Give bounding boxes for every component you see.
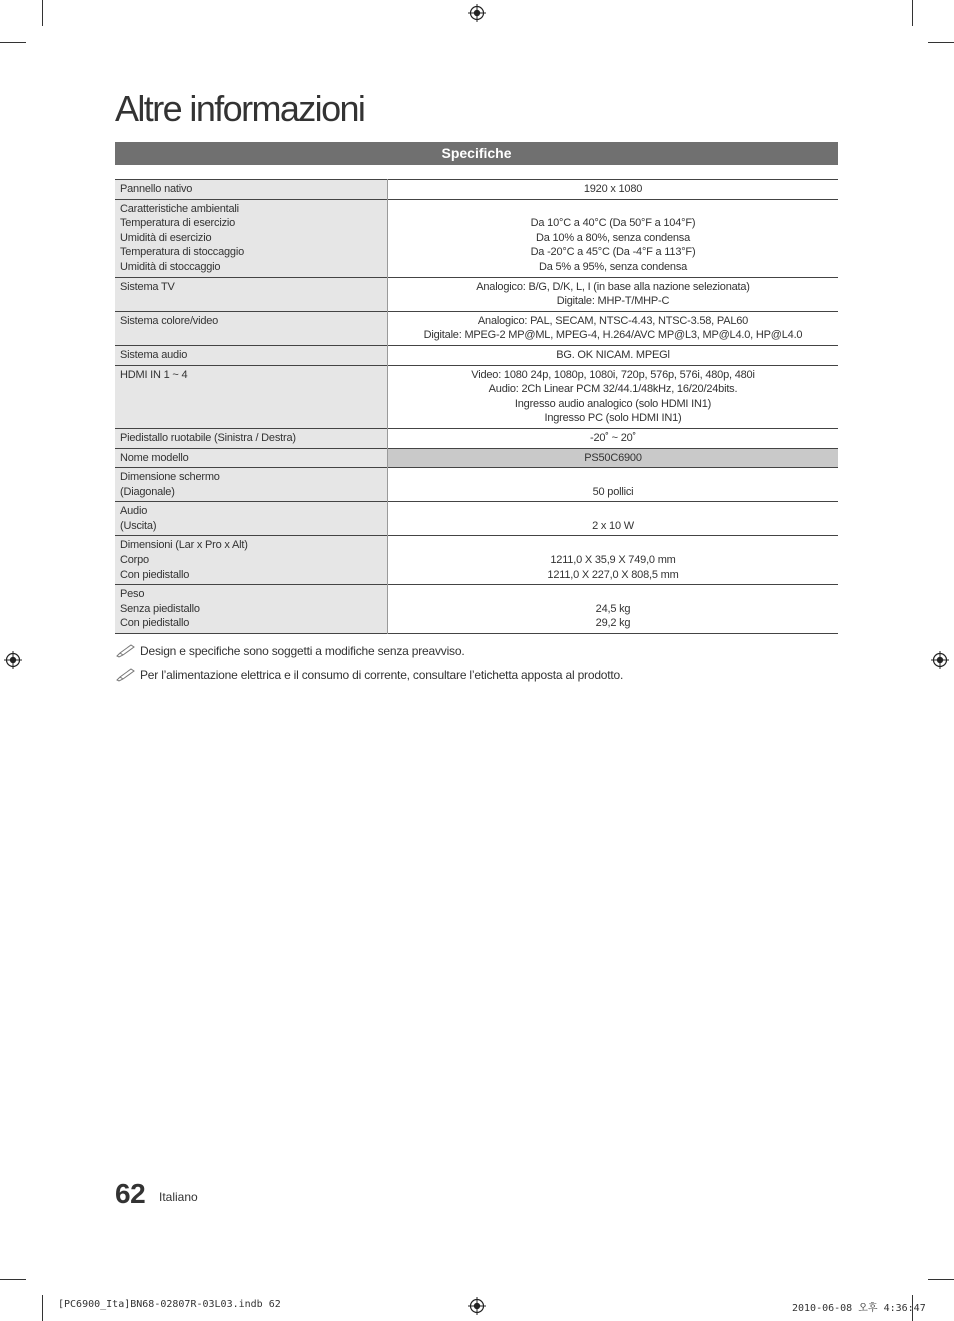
spec-label-line: Dimensione schermo xyxy=(120,471,220,484)
spec-label-line: Nome modello xyxy=(120,451,189,464)
spec-value-line: Ingresso PC (solo HDMI IN1) xyxy=(544,412,682,425)
registration-mark-icon xyxy=(468,4,486,22)
spec-label-line: Dimensioni (Lar x Pro x Alt) xyxy=(120,539,248,552)
spec-value-line: Analogico: B/G, D/K, L, I (in base alla nazione selezionata) xyxy=(476,280,750,293)
spec-row xyxy=(115,448,838,468)
footer-file: [PC6900_Ita]BN68-02807R-03L03.indb 62 xyxy=(58,1299,281,1310)
note-text: Per l’alimentazione elettrica e il consumo di corrente, consultare l’etichetta apposta al prodotto. xyxy=(140,668,624,682)
spec-row xyxy=(115,277,838,311)
crop-mark xyxy=(0,42,26,43)
spec-label-line: Senza piedistallo xyxy=(120,602,200,615)
page-number: 62 xyxy=(115,1178,146,1209)
spec-label-line: HDMI IN 1 ~ 4 xyxy=(120,368,188,381)
registration-mark-icon xyxy=(931,651,949,669)
spec-value-line: 1211,0 X 35,9 X 749,0 mm xyxy=(550,554,676,567)
spec-value xyxy=(388,585,839,634)
spec-label-line: Con piedistallo xyxy=(120,568,190,581)
spec-label xyxy=(115,345,388,365)
spec-row xyxy=(115,536,838,585)
spec-value-line: 2 x 10 W xyxy=(592,519,634,532)
spec-label-line: Temperatura di stoccaggio xyxy=(120,246,245,259)
spec-label xyxy=(115,448,388,468)
spec-value-line: Ingresso audio analogico (solo HDMI IN1) xyxy=(514,397,712,410)
spec-row xyxy=(115,345,838,365)
spec-value-line: PS50C6900 xyxy=(584,451,642,464)
pencil-note-icon xyxy=(116,668,136,682)
spec-label-line: Sistema TV xyxy=(120,280,175,293)
spec-label xyxy=(115,502,388,536)
spec-row xyxy=(115,502,838,536)
spec-value-line: 1211,0 X 227,0 X 808,5 mm xyxy=(547,568,679,581)
crop-mark xyxy=(42,1295,43,1321)
spec-row xyxy=(115,311,838,345)
spec-label xyxy=(115,468,388,502)
page-language: Italiano xyxy=(159,1190,198,1204)
spec-table xyxy=(115,179,838,634)
spec-label-line: (Diagonale) xyxy=(120,485,175,498)
spec-label-line: Piedistallo ruotabile (Sinistra / Destra) xyxy=(120,431,296,444)
spec-value xyxy=(388,448,839,468)
spec-value xyxy=(388,311,839,345)
spec-label-line: (Uscita) xyxy=(120,519,157,532)
spec-value xyxy=(388,199,839,277)
spec-label xyxy=(115,180,388,200)
section-title: Specifiche xyxy=(115,142,838,165)
footer-date: 2010-06-08 오후 4:36:47 xyxy=(792,1303,926,1314)
spec-row xyxy=(115,585,838,634)
registration-mark-icon xyxy=(4,651,22,669)
spec-value xyxy=(388,345,839,365)
spec-value-line: 50 pollici xyxy=(592,485,634,498)
spec-value-line: 24,5 kg xyxy=(595,602,631,615)
spec-value xyxy=(388,428,839,448)
spec-value-line: 29,2 kg xyxy=(595,617,631,630)
spec-label-line: Con piedistallo xyxy=(120,617,190,630)
spec-value-line: Digitale: MPEG-2 MP@ML, MPEG-4, H.264/AVC MP@L3, MP@L4.0, HP@L4.0 xyxy=(423,329,803,342)
note-item xyxy=(116,668,623,682)
spec-value-line: Video: 1080 24p, 1080p, 1080i, 720p, 576p, 576i, 480p, 480i xyxy=(471,368,755,381)
registration-mark-icon xyxy=(468,1297,486,1315)
spec-value xyxy=(388,502,839,536)
spec-value-line: Analogico: PAL, SECAM, NTSC-4.43, NTSC-3.58, PAL60 xyxy=(477,314,749,327)
spec-row xyxy=(115,428,838,448)
spec-row xyxy=(115,365,838,428)
spec-label-line: Umidità di esercizio xyxy=(120,231,212,244)
spec-label-line: Umidità di stoccaggio xyxy=(120,260,221,273)
crop-mark xyxy=(0,1279,26,1280)
spec-value-line: BG. OK NICAM. MPEGl xyxy=(556,348,670,361)
pencil-note-icon xyxy=(116,644,136,658)
spec-label-line: Sistema audio xyxy=(120,348,188,361)
spec-value xyxy=(388,468,839,502)
spec-value-line: Audio: 2Ch Linear PCM 32/44.1/48kHz, 16/20/24bits. xyxy=(488,383,738,396)
crop-mark xyxy=(42,0,43,26)
spec-label xyxy=(115,585,388,634)
spec-value xyxy=(388,180,839,200)
spec-label-line: Corpo xyxy=(120,554,149,567)
page-title: Altre informazioni xyxy=(115,88,365,129)
spec-row xyxy=(115,199,838,277)
spec-row xyxy=(115,468,838,502)
spec-label-line: Caratteristiche ambientali xyxy=(120,202,239,215)
spec-value-line: Da 10°C a 40°C (Da 50°F a 104°F) xyxy=(530,217,696,230)
spec-value-line: Digitale: MHP-T/MHP-C xyxy=(556,295,670,308)
spec-label xyxy=(115,277,388,311)
crop-mark xyxy=(928,42,954,43)
crop-mark xyxy=(928,1279,954,1280)
spec-label xyxy=(115,428,388,448)
spec-label xyxy=(115,199,388,277)
spec-label-line: Temperatura di esercizio xyxy=(120,217,236,230)
spec-value xyxy=(388,277,839,311)
spec-label-line: Pannello nativo xyxy=(120,183,193,195)
note-item xyxy=(116,644,464,658)
spec-value-line: 1920 x 1080 xyxy=(583,183,643,195)
crop-mark xyxy=(912,0,913,26)
spec-value-line: -20˚ ~ 20˚ xyxy=(590,431,636,444)
spec-value xyxy=(388,365,839,428)
note-text: Design e specifiche sono soggetti a modifiche senza preavviso. xyxy=(140,644,465,658)
spec-label xyxy=(115,365,388,428)
spec-label xyxy=(115,311,388,345)
spec-label-line: Peso xyxy=(120,588,145,601)
spec-label-line: Audio xyxy=(120,505,148,518)
spec-value xyxy=(388,536,839,585)
spec-value-line: Da -20°C a 45°C (Da -4°F a 113°F) xyxy=(530,246,696,259)
spec-label xyxy=(115,536,388,585)
spec-label-line: Sistema colore/video xyxy=(120,314,219,327)
spec-value-line: Da 5% a 95%, senza condensa xyxy=(538,260,688,273)
spec-value-line: Da 10% a 80%, senza condensa xyxy=(535,231,690,244)
spec-row xyxy=(115,180,838,200)
